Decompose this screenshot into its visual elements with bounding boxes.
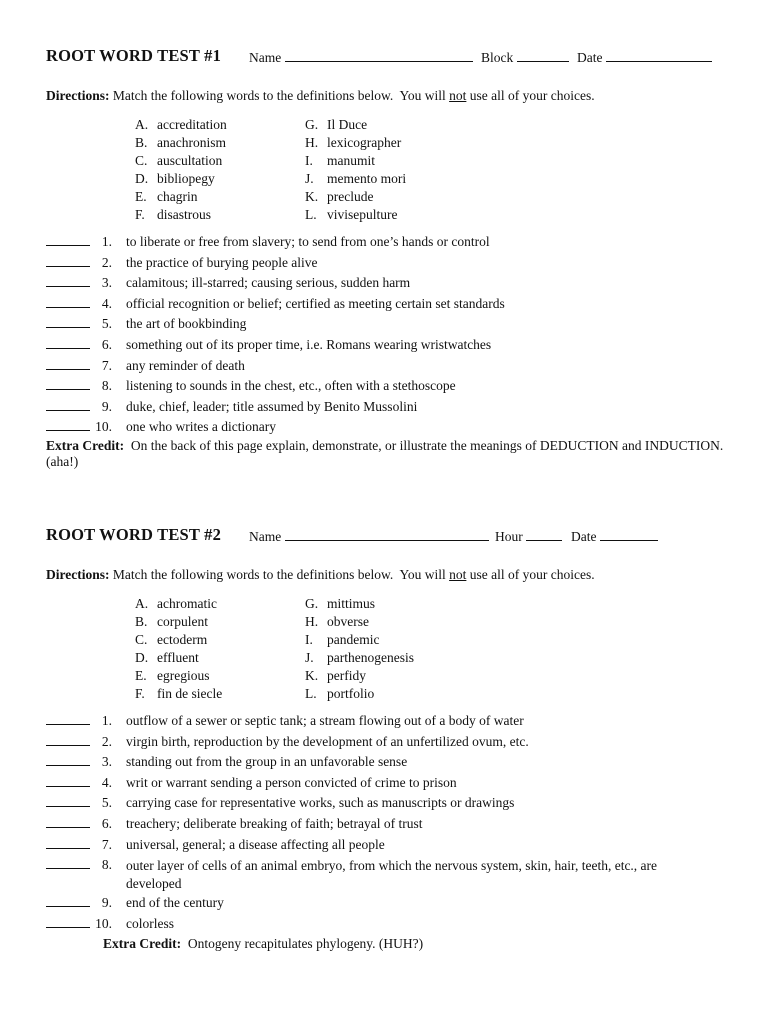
answer-blank[interactable] — [46, 307, 90, 308]
choice-item: I. manumit — [305, 153, 375, 168]
question-number: 3. — [101, 754, 112, 770]
choice-item: C. ectoderm — [135, 632, 208, 647]
choice-item: L. vivisepulture — [305, 207, 398, 222]
question-definition: outer layer of cells of an animal embryo, from which the nervous system, skin, hair, teeth, etc., are developed — [126, 858, 658, 891]
block-label: Block — [481, 50, 514, 65]
question-row — [46, 376, 736, 397]
question-list — [46, 711, 736, 934]
question-row — [46, 253, 736, 274]
question-list — [46, 232, 736, 438]
question-number: 10. — [95, 419, 112, 435]
answer-blank[interactable] — [46, 806, 90, 807]
question-number: 5. — [101, 795, 112, 811]
extra-credit-label: Extra Credit: — [103, 936, 182, 952]
choice-item: J. parthenogenesis — [305, 650, 414, 665]
directions — [46, 567, 736, 583]
question-number: 8. — [101, 857, 112, 873]
question-row — [46, 356, 736, 377]
date-label: Date — [571, 529, 597, 544]
date-blank[interactable] — [600, 528, 658, 541]
question-definition: one who writes a dictionary — [126, 419, 276, 435]
question-number: 9. — [101, 895, 112, 911]
directions — [46, 88, 736, 104]
block-blank[interactable] — [517, 49, 569, 62]
question-number: 6. — [101, 815, 112, 831]
answer-blank[interactable] — [46, 868, 90, 869]
answer-blank[interactable] — [46, 348, 90, 349]
extra-credit-text: On the back of this page explain, demonstrate, or illustrate the meanings of DEDUCTION and INDUCTION. (aha!) — [46, 437, 724, 470]
question-definition: colorless — [126, 915, 174, 931]
question-definition: listening to sounds in the chest, etc., often with a stethoscope — [126, 378, 456, 394]
question-number: 2. — [101, 254, 112, 270]
question-number: 4. — [101, 295, 112, 311]
question-row — [46, 732, 736, 753]
block-field[interactable] — [481, 49, 569, 66]
date-field[interactable] — [571, 528, 658, 545]
question-number: 4. — [101, 774, 112, 790]
question-row — [46, 914, 736, 935]
answer-blank[interactable] — [46, 927, 90, 928]
answer-blank[interactable] — [46, 745, 90, 746]
choice-column-right — [305, 595, 414, 703]
question-definition: something out of its proper time, i.e. Romans wearing wristwatches — [126, 336, 492, 352]
root-word-test-1 — [46, 46, 736, 471]
hour-label: Hour — [495, 529, 523, 544]
name-label: Name — [249, 50, 282, 65]
question-number: 2. — [101, 733, 112, 749]
question-definition: treachery; deliberate breaking of faith; betrayal of trust — [126, 815, 423, 831]
choice-column-left — [135, 595, 222, 703]
question-definition: standing out from the group in an unfavorable sense — [126, 754, 408, 770]
question-number: 6. — [101, 336, 112, 352]
question-definition: writ or warrant sending a person convicted of crime to prison — [126, 774, 457, 790]
choice-item: D. bibliopegy — [135, 171, 215, 186]
question-row — [46, 294, 736, 315]
extra-credit — [103, 936, 736, 953]
hour-blank[interactable] — [526, 528, 562, 541]
test-title: ROOT WORD TEST #2 — [46, 525, 222, 544]
answer-blank[interactable] — [46, 286, 90, 287]
question-row — [46, 273, 736, 294]
choice-item: F. disastrous — [135, 207, 211, 222]
hour-field[interactable] — [495, 528, 562, 545]
answer-blank[interactable] — [46, 430, 90, 431]
answer-blank[interactable] — [46, 266, 90, 267]
question-definition: virgin birth, reproduction by the development of an unfertilized ovum, etc. — [126, 733, 529, 749]
choice-item: G. Il Duce — [305, 117, 368, 132]
date-label: Date — [577, 50, 603, 65]
answer-blank[interactable] — [46, 724, 90, 725]
directions-underline: not — [449, 88, 467, 103]
name-blank[interactable] — [285, 49, 473, 62]
choice-item: H. obverse — [305, 614, 369, 629]
date-blank[interactable] — [606, 49, 712, 62]
extra-credit-text: Ontogeny recapitulates phylogeny. (HUH?) — [187, 936, 424, 952]
answer-blank[interactable] — [46, 410, 90, 411]
test-title: ROOT WORD TEST #1 — [46, 46, 222, 65]
choice-list — [46, 116, 736, 224]
question-definition: universal, general; a disease affecting all people — [126, 836, 385, 852]
name-blank[interactable] — [285, 528, 489, 541]
question-row — [46, 397, 736, 418]
question-number: 1. — [101, 234, 112, 249]
choice-item: K. perfidy — [305, 668, 366, 683]
question-row — [46, 855, 736, 893]
question-definition: any reminder of death — [126, 357, 245, 373]
question-row — [46, 314, 736, 335]
question-number: 3. — [101, 275, 112, 291]
question-row — [46, 773, 736, 794]
question-row — [46, 232, 736, 253]
question-row — [46, 835, 736, 856]
answer-blank[interactable] — [46, 369, 90, 370]
name-field[interactable] — [249, 528, 489, 545]
directions-label: Directions: — [46, 88, 110, 103]
choice-item: I. pandemic — [305, 632, 380, 647]
answer-blank[interactable] — [46, 765, 90, 766]
choice-item: A. achromatic — [135, 596, 217, 611]
choice-column-right — [305, 116, 406, 224]
question-row — [46, 335, 736, 356]
question-number: 7. — [101, 836, 112, 852]
directions-underline: not — [449, 567, 467, 582]
test-header — [46, 525, 736, 547]
extra-credit-label: Extra Credit: — [46, 437, 125, 453]
answer-blank[interactable] — [46, 245, 90, 246]
choice-column-left — [135, 116, 227, 224]
directions-text-end: use all of your choices. — [466, 567, 595, 582]
question-number: 1. — [101, 713, 112, 728]
question-row — [46, 814, 736, 835]
date-field[interactable] — [577, 49, 712, 66]
question-row — [46, 793, 736, 814]
choice-item: D. effluent — [135, 650, 199, 665]
choice-item: G. mittimus — [305, 596, 376, 611]
question-row — [46, 711, 736, 732]
choice-item: L. portfolio — [305, 686, 375, 701]
directions-text: Match the following words to the definitions below. You will — [112, 88, 450, 103]
test-header — [46, 46, 736, 68]
extra-credit — [46, 438, 736, 471]
question-number: 9. — [101, 398, 112, 414]
question-number: 5. — [101, 316, 112, 332]
question-definition: carrying case for representative works, such as manuscripts or drawings — [126, 795, 515, 811]
question-number: 10. — [95, 915, 112, 931]
question-row — [46, 893, 736, 914]
name-field[interactable] — [249, 49, 473, 66]
answer-blank[interactable] — [46, 848, 90, 849]
choice-item: K. preclude — [305, 189, 374, 204]
choice-item: J. memento mori — [305, 171, 407, 186]
question-definition: end of the century — [126, 895, 224, 911]
directions-label: Directions: — [46, 567, 110, 582]
question-row — [46, 752, 736, 773]
answer-blank[interactable] — [46, 389, 90, 390]
root-word-test-2 — [46, 525, 736, 953]
answer-blank[interactable] — [46, 827, 90, 828]
choice-list — [46, 595, 736, 703]
answer-blank[interactable] — [46, 786, 90, 787]
name-label: Name — [249, 529, 282, 544]
question-definition: to liberate or free from slavery; to send from one’s hands or control — [126, 234, 490, 249]
question-definition: duke, chief, leader; title assumed by Benito Mussolini — [126, 398, 418, 414]
question-number: 7. — [101, 357, 112, 373]
question-definition: the practice of burying people alive — [126, 254, 318, 270]
choice-item: B. anachronism — [135, 135, 226, 150]
question-definition: calamitous; ill-starred; causing serious, sudden harm — [126, 275, 411, 291]
choice-item: A. accreditation — [135, 117, 227, 132]
choice-item: E. egregious — [135, 668, 210, 683]
question-row — [46, 417, 736, 438]
answer-blank[interactable] — [46, 906, 90, 907]
choice-item: F. fin de siecle — [135, 686, 223, 701]
directions-text-end: use all of your choices. — [466, 88, 595, 103]
choice-item: B. corpulent — [135, 614, 208, 629]
directions-text: Match the following words to the definitions below. You will — [112, 567, 450, 582]
choice-item: H. lexicographer — [305, 135, 402, 150]
answer-blank[interactable] — [46, 327, 90, 328]
question-definition: outflow of a sewer or septic tank; a stream flowing out of a body of water — [126, 713, 524, 728]
question-definition: official recognition or belief; certified as meeting certain set standards — [126, 295, 505, 311]
choice-item: C. auscultation — [135, 153, 223, 168]
choice-item: E. chagrin — [135, 189, 198, 204]
question-definition: the art of bookbinding — [126, 316, 247, 332]
question-number: 8. — [101, 378, 112, 394]
